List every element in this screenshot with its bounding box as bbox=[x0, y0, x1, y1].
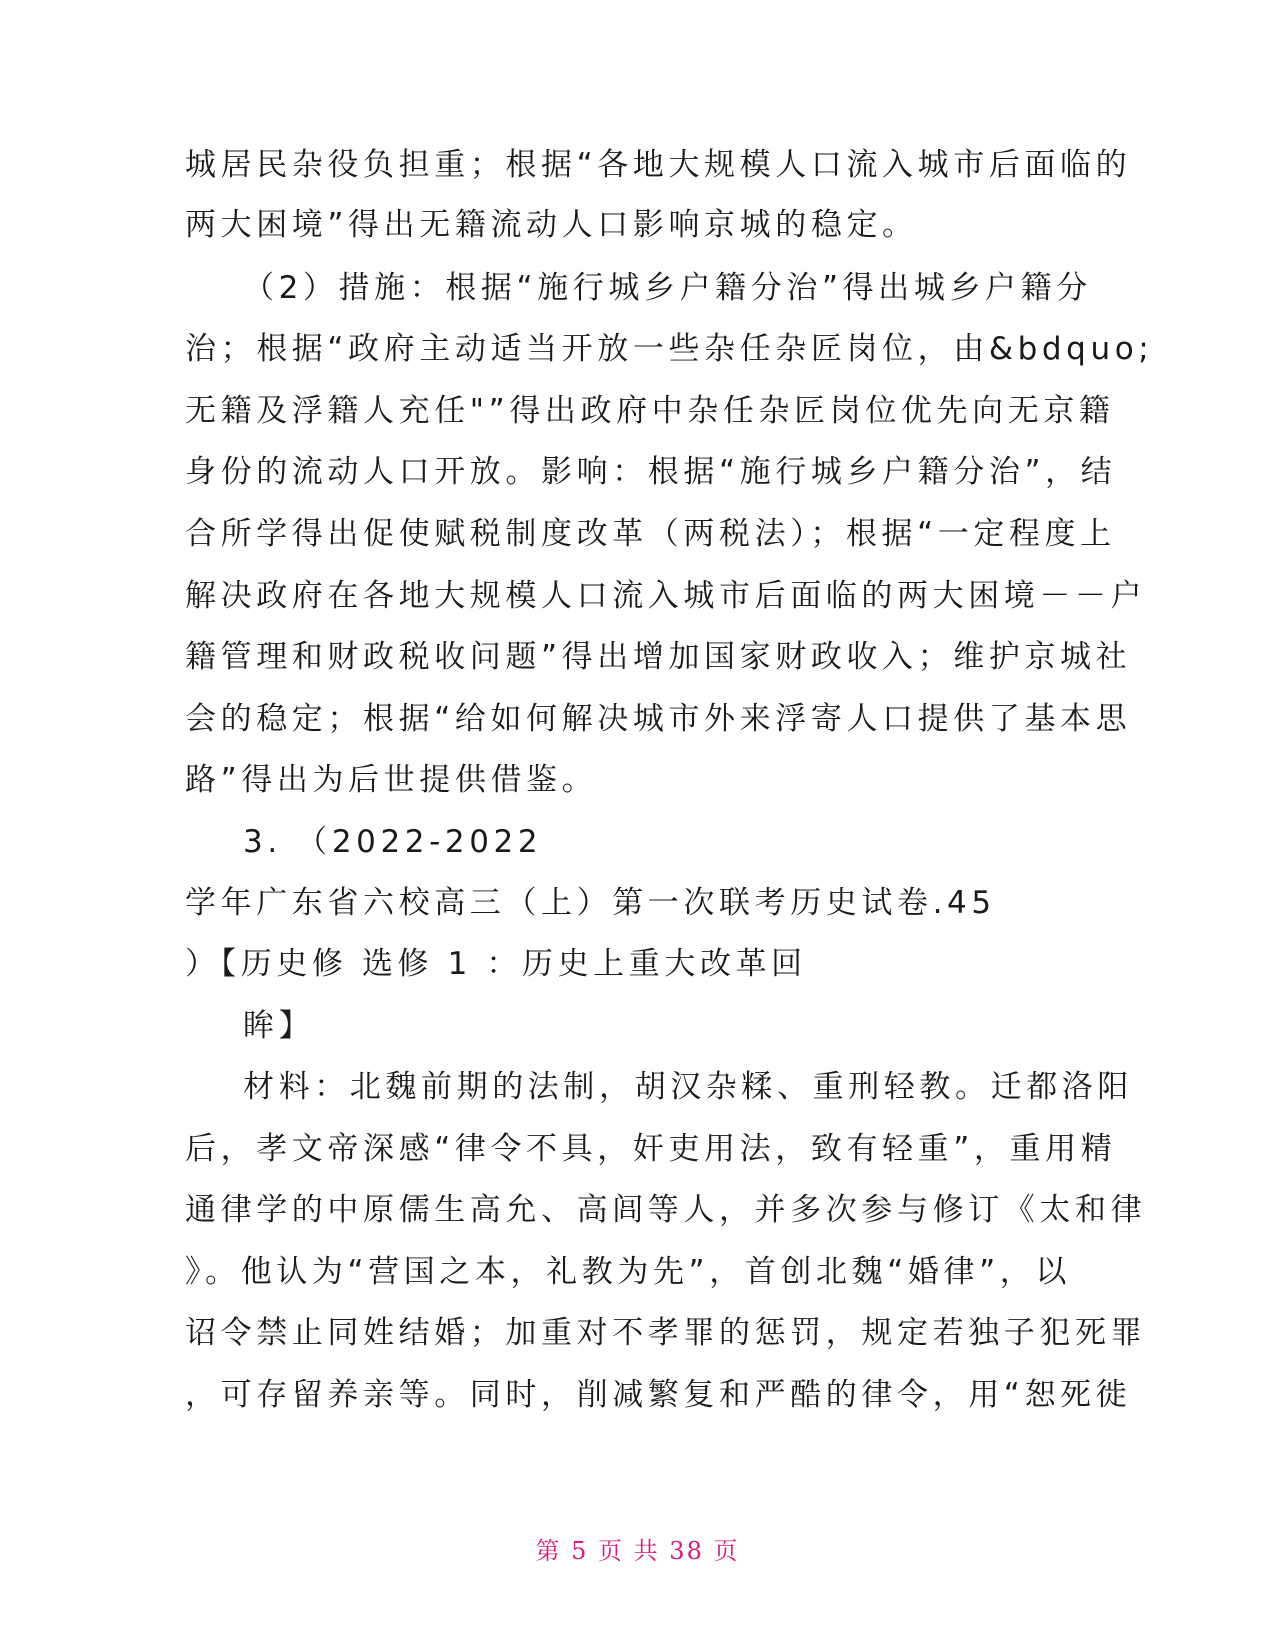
question-number: 3. （2022-2022 bbox=[243, 824, 543, 860]
text-line: 治；根据“政府主动适当开放一些杂任杂匠岗位，由&bdquo; bbox=[185, 331, 1154, 367]
text-line: 通律学的中原儒生高允、高闾等人，并多次参与修订《太和律 bbox=[185, 1192, 1147, 1228]
text-line: 》。他认为“营国之本，礼教为先”，首创北魏“婚律”，以 bbox=[185, 1254, 1071, 1290]
text-line: 身份的流动人口开放。影响：根据“施行城乡户籍分治”，结 bbox=[185, 454, 1117, 490]
text-line: （2）措施：根据“施行城乡户籍分治”得出城乡户籍分 bbox=[243, 270, 1092, 306]
page-footer: 第 5 页 共 38 页 bbox=[535, 1537, 740, 1565]
text-line: 诏令禁止同姓结婚；加重对不孝罪的惩罚，规定若独子犯死罪 bbox=[185, 1315, 1147, 1351]
text-line: 会的稳定；根据“给如何解决城市外来浮寄人口提供了基本思 bbox=[185, 701, 1132, 737]
text-line: 合所学得出促使赋税制度改革（两税法）；根据“一定程度上 bbox=[185, 516, 1116, 552]
text-line: 城居民杂役负担重；根据“各地大规模人口流入城市后面临的 bbox=[185, 147, 1132, 183]
text-line: 路”得出为后世提供借鉴。 bbox=[185, 762, 598, 798]
question-topic: ）【历史修 选修 1 ：历史上重大改革回 bbox=[185, 946, 807, 982]
text-line: 材料：北魏前期的法制，胡汉杂糅、重刑轻教。迁都洛阳 bbox=[243, 1069, 1133, 1105]
text-line: 解决政府在各地大规模人口流入城市后面临的两大困境－－户 bbox=[185, 578, 1147, 614]
text-line: 籍管理和财政税收问题”得出增加国家财政收入；维护京城社 bbox=[185, 639, 1132, 675]
text-line: 无籍及浮籍人充任"”得出政府中杂任杂匠岗位优先向无京籍 bbox=[185, 393, 1115, 429]
text-line: 后，孝文帝深感“律令不具，奸吏用法，致有轻重”，重用精 bbox=[185, 1131, 1117, 1167]
text-line: 两大困境”得出无籍流动人口影响京城的稳定。 bbox=[185, 207, 918, 243]
text-line: ，可存留养亲等。同时，削减繁复和严酷的律令，用“恕死徙 bbox=[185, 1377, 1132, 1413]
question-topic-end: 眸】 bbox=[243, 1008, 315, 1044]
question-source: 学年广东省六校高三（上）第一次联考历史试卷.45 bbox=[185, 885, 996, 921]
